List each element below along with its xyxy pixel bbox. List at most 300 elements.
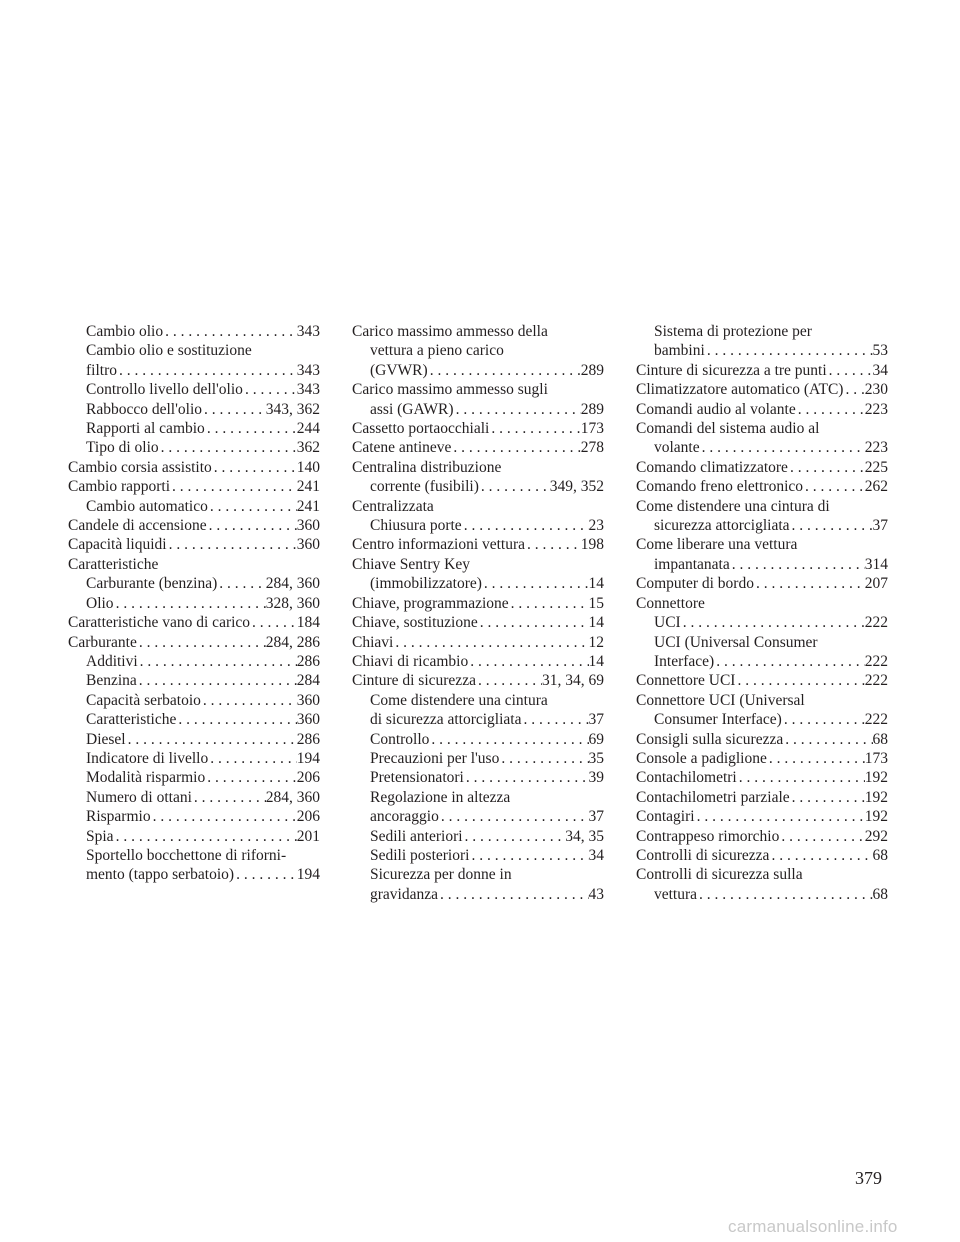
- index-entry: [352, 438, 604, 457]
- index-page-ref: 343, 362: [265, 400, 320, 418]
- index-page-ref: 201: [296, 827, 320, 845]
- index-page-ref: 284, 360: [265, 575, 320, 593]
- index-entry: [68, 749, 320, 768]
- dot-leader: [192, 788, 266, 807]
- index-page-ref: 173: [864, 749, 888, 767]
- index-entry-text: Comandi audio al volante: [636, 400, 796, 418]
- index-entry: [68, 652, 320, 671]
- dot-leader: [499, 749, 588, 768]
- index-entry-text: filtro: [86, 361, 117, 379]
- index-page-ref: 284: [296, 672, 320, 690]
- index-page-ref: 14: [588, 614, 604, 632]
- dot-leader: [469, 846, 588, 865]
- index-page-ref: 173: [580, 420, 604, 438]
- index-entry-text: Comandi del sistema audio al: [636, 420, 820, 438]
- index-entry: [68, 807, 320, 826]
- index-entry: [352, 633, 604, 652]
- index-entry-text: vettura: [654, 885, 698, 903]
- index-entry-text: Controlli di sicurezza sulla: [636, 866, 803, 884]
- dot-leader: [482, 574, 589, 593]
- index-entry-text: Sicurezza per donne in: [370, 866, 512, 884]
- index-entry-text: sicurezza attorcigliata: [654, 517, 790, 535]
- dot-leader: [730, 555, 865, 574]
- index-entry-text: Interface): [654, 652, 715, 670]
- index-entry-text: Consigli sulla sicurezza: [636, 730, 784, 748]
- index-entry: [68, 516, 320, 535]
- index-entry: [68, 846, 320, 885]
- index-entry-text: Caratteristiche vano di carico: [68, 614, 251, 632]
- index-entry-text: Connettore UCI (Universal: [636, 691, 805, 709]
- dot-leader: [176, 710, 296, 729]
- index-page-ref: 198: [580, 536, 604, 554]
- index-entry: [352, 555, 604, 594]
- index-page-ref: 34: [588, 846, 604, 864]
- index-entry-text: Diesel: [86, 730, 126, 748]
- dot-leader: [159, 438, 297, 457]
- dot-leader: [705, 341, 873, 360]
- index-page-ref: 206: [296, 769, 320, 787]
- index-entry-text: Rabbocco dell'olio: [86, 400, 203, 418]
- index-entry-text: gravidanza: [370, 885, 438, 903]
- index-page-ref: 68: [872, 730, 888, 748]
- index-entry-text: Controlli di sicurezza: [636, 846, 770, 864]
- index-entry-text: Carico massimo ammesso sugli: [352, 381, 548, 399]
- index-entry: [68, 555, 320, 574]
- index-entry-text: assi (GAWR): [370, 400, 454, 418]
- index-entry-text: impantanata: [654, 555, 730, 573]
- index-entry: [68, 400, 320, 419]
- index-page-ref: 328, 360: [265, 594, 320, 612]
- dot-leader: [464, 768, 589, 787]
- index-entry: [636, 361, 888, 380]
- dot-leader: [463, 827, 566, 846]
- index-entry: [68, 574, 320, 593]
- index-entry-text: Indicatore di livello: [86, 749, 209, 767]
- index-entry: [636, 827, 888, 846]
- dot-leader: [114, 594, 266, 613]
- index-entry-text: Numero di ottani: [86, 788, 192, 806]
- index-page-ref: 37: [588, 711, 604, 729]
- dot-leader: [167, 535, 297, 554]
- index-entry-text: Controllo: [370, 730, 430, 748]
- index-entry-text: Tipo di olio: [86, 439, 159, 457]
- index-page-ref: 262: [864, 478, 888, 496]
- index-entry: [636, 380, 888, 399]
- index-entry-text: (immobilizzatore): [370, 575, 482, 593]
- dot-leader: [478, 613, 589, 632]
- index-entry-text: Carburante (benzina): [86, 575, 218, 593]
- index-entry: [68, 827, 320, 846]
- index-entry-text: Climatizzatore automatico (ATC): [636, 381, 844, 399]
- index-entry: [352, 691, 604, 730]
- index-page-ref: 140: [296, 458, 320, 476]
- index-entry-text: Consumer Interface): [654, 711, 782, 729]
- index-entry: [636, 730, 888, 749]
- dot-leader: [489, 419, 580, 438]
- index-entry-text: Cassetto portaocchiali: [352, 420, 490, 438]
- index-entry-text: Console a padiglione: [636, 749, 767, 767]
- index-entry: [636, 535, 888, 574]
- dot-leader: [126, 730, 297, 749]
- index-page-ref: 289: [580, 361, 604, 379]
- dot-leader: [429, 730, 588, 749]
- index-page-ref: 286: [296, 730, 320, 748]
- index-entry-text: Caratteristiche: [86, 711, 177, 729]
- index-entry: [352, 788, 604, 827]
- index-entry: [352, 535, 604, 554]
- index-entry: [636, 788, 888, 807]
- index-column-1: [68, 322, 320, 885]
- index-page-ref: 14: [588, 575, 604, 593]
- index-page-ref: 39: [588, 769, 604, 787]
- index-entry: [636, 594, 888, 613]
- index-entry-text: Carico massimo ammesso della: [352, 323, 548, 340]
- dot-leader: [476, 671, 542, 690]
- index-entry-text: UCI: [654, 614, 681, 632]
- index-entry-text: Chiave, programmazione: [352, 594, 509, 612]
- index-page-ref: 223: [864, 400, 888, 418]
- dot-leader: [783, 730, 872, 749]
- dot-leader: [521, 710, 588, 729]
- index-entry: [636, 497, 888, 536]
- index-entry-text: Centralizzata: [352, 497, 434, 515]
- index-entry-text: Rapporti al cambio: [86, 420, 205, 438]
- index-entry: [636, 322, 888, 361]
- index-page-ref: 343: [296, 323, 320, 340]
- index-entry-text: Chiave, sostituzione: [352, 614, 478, 632]
- index-entry-text: (GVWR): [370, 361, 428, 379]
- index-page-ref: 43: [588, 885, 604, 903]
- index-entry: [68, 691, 320, 710]
- index-page-ref: 289: [580, 400, 604, 418]
- dot-leader: [468, 652, 588, 671]
- dot-leader: [782, 710, 865, 729]
- index-entry-text: Come distendere una cintura: [370, 691, 548, 709]
- index-page-ref: 68: [872, 885, 888, 903]
- index-entry-text: corrente (fusibili): [370, 478, 479, 496]
- index-entry: [68, 535, 320, 554]
- dot-leader: [117, 361, 297, 380]
- index-page-ref: 343: [296, 381, 320, 399]
- index-page-ref: 37: [588, 808, 604, 826]
- index-page-ref: 225: [864, 458, 888, 476]
- index-entry-text: Capacità serbatoio: [86, 691, 201, 709]
- index-entry-text: ancoraggio: [370, 808, 439, 826]
- dot-leader: [796, 400, 865, 419]
- index-page-ref: 53: [872, 342, 888, 360]
- index-entry-text: Olio: [86, 594, 114, 612]
- index-page-ref: 194: [296, 749, 320, 767]
- index-entry: [352, 730, 604, 749]
- index-entry: [68, 788, 320, 807]
- dot-leader: [205, 419, 297, 438]
- index-entry-text: Cambio rapporti: [68, 478, 171, 496]
- dot-leader: [454, 400, 581, 419]
- dot-leader: [208, 749, 297, 768]
- dot-leader: [163, 322, 297, 341]
- index-entry: [68, 458, 320, 477]
- index-page-ref: 192: [864, 808, 888, 826]
- dot-leader: [208, 497, 297, 516]
- index-page-ref: 15: [588, 594, 604, 612]
- index-page-ref: 222: [864, 672, 888, 690]
- dot-leader: [114, 827, 297, 846]
- index-entry-text: Catene antineve: [352, 439, 452, 457]
- index-entry: [636, 574, 888, 593]
- index-entry-text: Come liberare una vettura: [636, 536, 798, 554]
- dot-leader: [790, 788, 865, 807]
- index-page-ref: 244: [296, 420, 320, 438]
- index-entry: [68, 438, 320, 457]
- index-page-ref: 284, 286: [265, 633, 320, 651]
- dot-leader: [827, 361, 873, 380]
- index-page-ref: 360: [296, 711, 320, 729]
- index-page-ref: 343: [296, 361, 320, 379]
- index-page-ref: 278: [580, 439, 604, 457]
- index-entry-text: Capacità liquidi: [68, 536, 167, 554]
- index-entry: [352, 846, 604, 865]
- dot-leader: [462, 516, 589, 535]
- index-page-ref: 286: [296, 652, 320, 670]
- dot-leader: [170, 477, 297, 496]
- index-entry-text: Sportello bocchettone di riforni-: [86, 846, 287, 864]
- index-entry-text: Modalità risparmio: [86, 769, 206, 787]
- watermark: carmanualsonline.info: [728, 1217, 898, 1236]
- index-entry: [68, 633, 320, 652]
- index-page-ref: 206: [296, 808, 320, 826]
- index-entry-text: mento (tappo serbatoio): [86, 866, 235, 884]
- index-page-ref: 192: [864, 769, 888, 787]
- index-entry-text: Controllo livello dell'olio: [86, 381, 243, 399]
- index-entry-text: Sedili posteriori: [370, 846, 470, 864]
- index-page-ref: 192: [864, 788, 888, 806]
- index-entry: [352, 749, 604, 768]
- index-entry-text: UCI (Universal Consumer: [654, 633, 818, 651]
- dot-leader: [714, 652, 865, 671]
- index-entry: [636, 691, 888, 730]
- index-page-ref: 69: [588, 730, 604, 748]
- index-page-ref: 68: [872, 846, 888, 864]
- index-entry-text: bambini: [654, 342, 705, 360]
- index-entry-text: Cinture di sicurezza: [352, 672, 476, 690]
- index-page-ref: 314: [864, 555, 888, 573]
- dot-leader: [451, 438, 580, 457]
- index-entry-text: vettura a pieno carico: [370, 342, 504, 360]
- index-entry-text: Centralina distribuzione: [352, 458, 502, 476]
- index-page-ref: 23: [588, 517, 604, 535]
- index-entry-text: di sicurezza attorcigliata: [370, 711, 522, 729]
- index-page-ref: 222: [864, 711, 888, 729]
- index-entry-text: Cambio corsia assistito: [68, 458, 212, 476]
- dot-leader: [428, 361, 581, 380]
- dot-leader: [212, 458, 297, 477]
- index-column-2: [352, 322, 604, 904]
- index-entry: [352, 768, 604, 787]
- index-entry: [352, 865, 604, 904]
- index-entry-text: Risparmio: [86, 808, 151, 826]
- index-entry-text: Contachilometri parziale: [636, 788, 790, 806]
- dot-leader: [735, 671, 864, 690]
- dot-leader: [234, 865, 297, 884]
- index-page-ref: 241: [296, 478, 320, 496]
- index-page-ref: 222: [864, 652, 888, 670]
- index-entry-text: Chiusura porte: [370, 517, 462, 535]
- index-entry: [352, 827, 604, 846]
- index-entry: [68, 322, 320, 341]
- dot-leader: [205, 768, 297, 787]
- dot-leader: [790, 516, 873, 535]
- index-page-ref: 284, 360: [265, 788, 320, 806]
- dot-leader: [525, 535, 581, 554]
- dot-leader: [202, 400, 266, 419]
- index-entry: [68, 768, 320, 787]
- index-entry: [68, 710, 320, 729]
- index-page-ref: 194: [296, 866, 320, 884]
- index-entry-text: Cambio automatico: [86, 497, 208, 515]
- dot-leader: [439, 807, 589, 826]
- index-entry: [68, 730, 320, 749]
- dot-leader: [243, 380, 297, 399]
- index-entry: [68, 497, 320, 516]
- index-page-ref: 31, 34, 69: [542, 672, 604, 690]
- dot-leader: [137, 671, 297, 690]
- dot-leader: [737, 768, 865, 787]
- index-entry-text: Computer di bordo: [636, 575, 754, 593]
- index-entry: [68, 671, 320, 690]
- index-entry: [636, 846, 888, 865]
- index-entry-text: Carburante: [68, 633, 137, 651]
- dot-leader: [681, 613, 865, 632]
- index-entry: [352, 380, 604, 419]
- dot-leader: [803, 477, 865, 496]
- index-entry-text: Contrappeso rimorchio: [636, 827, 780, 845]
- index-entry-text: Sedili anteriori: [370, 827, 463, 845]
- index-page-ref: 207: [864, 575, 888, 593]
- index-entry-text: Chiave Sentry Key: [352, 555, 470, 573]
- index-column-3: [636, 322, 888, 904]
- index-entry-text: Connettore UCI: [636, 672, 736, 690]
- dot-leader: [700, 438, 865, 457]
- index-entry: [68, 380, 320, 399]
- index-entry: [352, 516, 604, 535]
- index-entry: [636, 749, 888, 768]
- index-entry-text: Regolazione in altezza: [370, 788, 511, 806]
- index-page-ref: 230: [864, 381, 888, 399]
- index-entry-text: Candele di accensione: [68, 517, 207, 535]
- index-entry: [352, 652, 604, 671]
- dot-leader: [393, 633, 588, 652]
- index-entry: [636, 458, 888, 477]
- index-entry-text: Cambio olio e sostituzione: [86, 342, 252, 360]
- index-page-ref: 223: [864, 439, 888, 457]
- index-entry: [636, 477, 888, 496]
- index-entry: [636, 419, 888, 458]
- index-entry-text: Sistema di protezione per: [654, 323, 812, 340]
- index-page-ref: 241: [296, 497, 320, 515]
- index-page-ref: 360: [296, 517, 320, 535]
- index-entry: [636, 633, 888, 672]
- index-entry-text: Chiavi di ricambio: [352, 652, 469, 670]
- index-entry: [352, 613, 604, 632]
- index-entry-text: Come distendere una cintura di: [636, 497, 830, 515]
- dot-leader: [754, 574, 865, 593]
- index-entry-text: Chiavi: [352, 633, 394, 651]
- dot-leader: [138, 652, 297, 671]
- dot-leader: [207, 516, 297, 535]
- index-entry-text: Pretensionatori: [370, 769, 464, 787]
- index-entry-text: Spia: [86, 827, 114, 845]
- index-entry-text: Caratteristiche: [68, 555, 159, 573]
- dot-leader: [201, 691, 297, 710]
- index-entry-text: Contachilometri: [636, 769, 737, 787]
- dot-leader: [695, 807, 865, 826]
- index-entry: [68, 594, 320, 613]
- dot-leader: [250, 613, 297, 632]
- index-entry-text: Benzina: [86, 672, 137, 690]
- index-page-ref: 362: [296, 439, 320, 457]
- dot-leader: [769, 846, 872, 865]
- dot-leader: [697, 885, 872, 904]
- dot-leader: [767, 749, 865, 768]
- index-entry-text: Connettore: [636, 594, 705, 612]
- index-page-ref: 37: [872, 517, 888, 535]
- index-entry-text: Comando climatizzatore: [636, 458, 788, 476]
- index-entry: [636, 671, 888, 690]
- index-entry-text: Comando freno elettronico: [636, 478, 804, 496]
- index-page-ref: 184: [296, 614, 320, 632]
- index-entry: [68, 419, 320, 438]
- index-entry-text: Centro informazioni vettura: [352, 536, 526, 554]
- index-entry: [636, 865, 888, 904]
- index-entry: [68, 613, 320, 632]
- index-page-ref: 360: [296, 536, 320, 554]
- dot-leader: [779, 827, 864, 846]
- index-page-ref: 34, 35: [565, 827, 604, 845]
- page-number: 379: [855, 1168, 882, 1188]
- index-entry: [352, 594, 604, 613]
- dot-leader: [479, 477, 550, 496]
- index-page-ref: 349, 352: [549, 478, 604, 496]
- index-entry: [68, 341, 320, 380]
- index-entry-text: Cambio olio: [86, 323, 164, 340]
- index-page-ref: 14: [588, 652, 604, 670]
- index-entry: [636, 400, 888, 419]
- dot-leader: [788, 458, 865, 477]
- index-entry: [352, 419, 604, 438]
- dot-leader: [151, 807, 297, 826]
- index-entry-text: Additivi: [86, 652, 138, 670]
- dot-leader: [217, 574, 265, 593]
- index-entry: [636, 613, 888, 632]
- index-page-ref: 222: [864, 614, 888, 632]
- dot-leader: [137, 633, 266, 652]
- index-entry: [352, 322, 604, 380]
- dot-leader: [843, 380, 864, 399]
- index-entry-text: volante: [654, 439, 700, 457]
- index-entry-text: Precauzioni per l'uso: [370, 749, 500, 767]
- index-entry: [352, 671, 604, 690]
- index-page-ref: 360: [296, 691, 320, 709]
- index-entry: [636, 768, 888, 787]
- index-entry: [352, 458, 604, 497]
- index-page-ref: 34: [872, 361, 888, 379]
- index-page-ref: 12: [588, 633, 604, 651]
- index-entry: [636, 807, 888, 826]
- index-entry: [352, 497, 604, 516]
- index-entry: [68, 477, 320, 496]
- dot-leader: [509, 594, 589, 613]
- index-entry-text: Contagiri: [636, 808, 695, 826]
